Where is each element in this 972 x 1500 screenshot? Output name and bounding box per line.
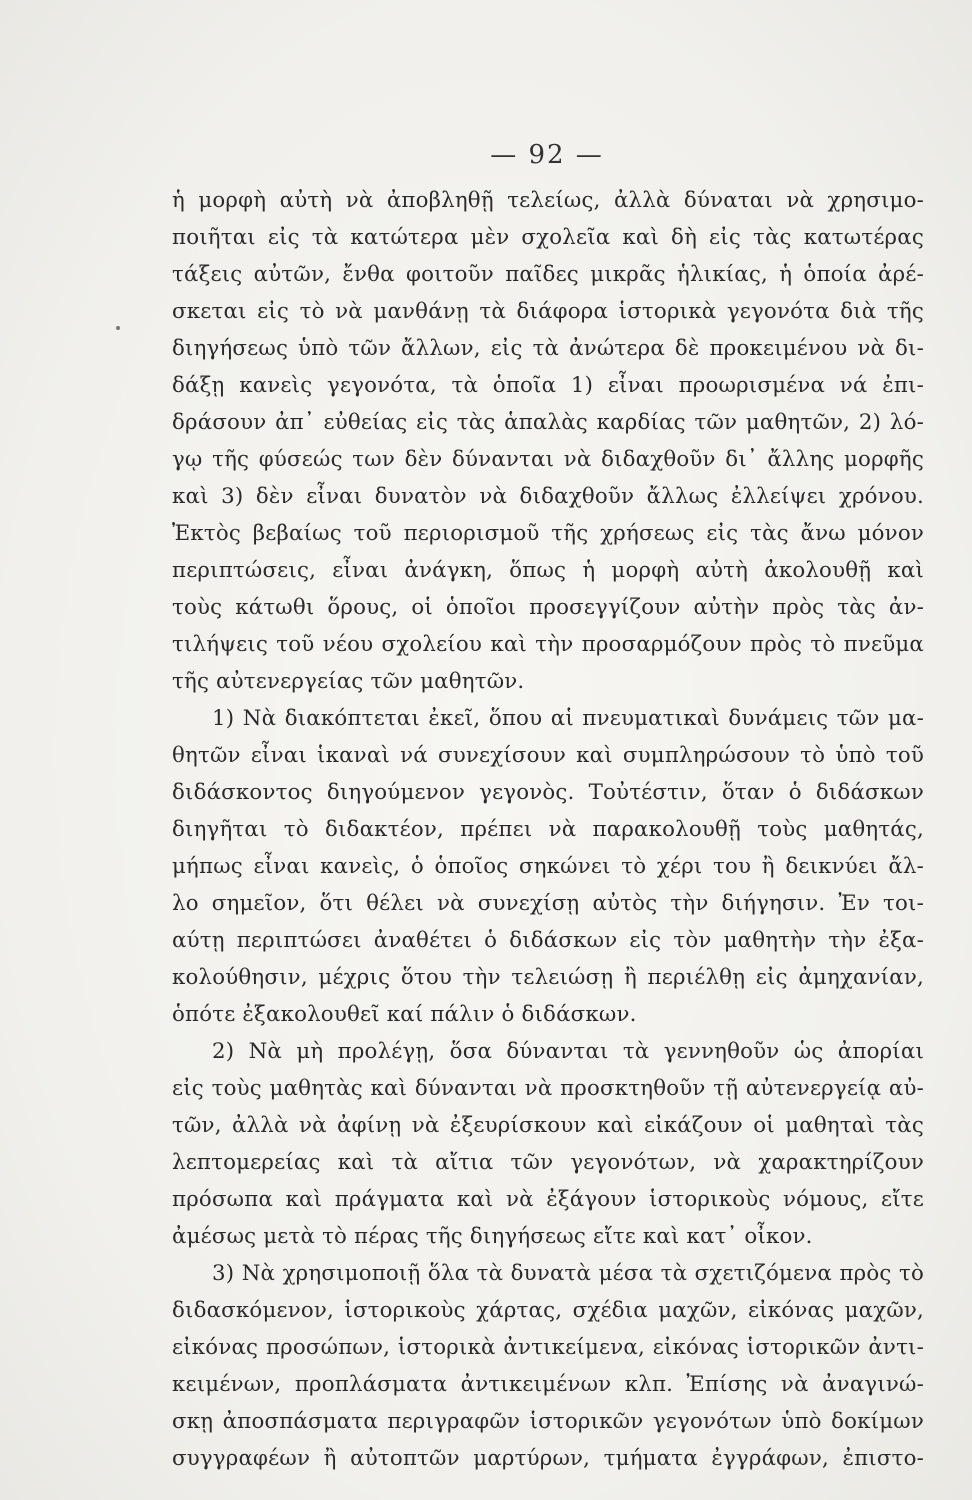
text-line: δάξῃ κανεὶς γεγονότα, τὰ ὁποῖα 1) εἶναι προωρισμένα νά ἐπι- xyxy=(172,373,924,398)
text-line: λο σημεῖον, ὅτι θέλει νὰ συνεχίσῃ αὐτὸς τὴν διήγησιν. Ἐν τοι- xyxy=(172,891,924,916)
text-line: τῆς αὐτενεργείας τῶν μαθητῶν. xyxy=(172,669,525,694)
text-line: διδάσκοντος διηγούμενον γεγονὸς. Τοὐτέστιν, ὅταν ὁ διδάσκων xyxy=(172,780,924,805)
text-line: τῶν, ἀλλὰ νὰ ἀφίνῃ νὰ ἐξευρίσκουν καὶ εἰκάζουν οἱ μαθηταὶ τὰς xyxy=(172,1113,924,1138)
text-line: κειμένων, προπλάσματα ἀντικειμένων κλπ. Ἐπίσης νὰ ἀναγινώ- xyxy=(172,1372,924,1397)
text-line: διηγήσεως ὑπὸ τῶν ἄλλων, εἰς τὰ ἀνώτερα δὲ προκειμένου νὰ δι- xyxy=(172,336,924,361)
text-line: Ἐκτὸς βεβαίως τοῦ περιορισμοῦ τῆς χρήσεως εἰς τὰς ἄνω μόνον xyxy=(172,521,924,546)
text-line: 3) Νὰ χρησιμοποιῇ ὅλα τὰ δυνατὰ μέσα τὰ σχετιζόμενα πρὸς τὸ xyxy=(212,1261,924,1286)
text-line: ὁπότε ἐξακολουθεῖ καί πάλιν ὁ διδάσκων. xyxy=(172,1002,637,1027)
text-line: αύτῃ περιπτώσει ἀναθέτει ὁ διδάσκων εἰς τὸν μαθητὴν τὴν ἐξα- xyxy=(172,928,924,953)
text-line: ἀμέσως μετὰ τὸ πέρας τῆς διηγήσεως εἴτε καὶ κατ᾽ οἶκον. xyxy=(172,1224,813,1249)
text-line: εἰς τοὺς μαθητὰς καὶ δύνανται νὰ προσκτηθοῦν τῇ αὐτενεργείᾳ αὐ- xyxy=(172,1076,924,1101)
text-line: τάξεις αὐτῶν, ἔνθα φοιτοῦν παῖδες μικρᾶς ἡλικίας, ἡ ὁποία ἀρέ- xyxy=(172,262,924,287)
body-text xyxy=(172,182,924,1477)
ink-speck xyxy=(116,326,120,330)
text-line: 2) Νὰ μὴ προλέγῃ, ὅσα δύνανται τὰ γεννηθοῦν ὡς ἀπορίαι xyxy=(212,1039,924,1064)
text-line: κολούθησιν, μέχρις ὅτου τὴν τελειώσῃ ἢ περιέλθῃ εἰς ἀμηχανίαν, xyxy=(172,965,924,990)
text-line: συγγραφέων ἢ αὐτοπτῶν μαρτύρων, τμήματα ἐγγράφων, ἐπιστο- xyxy=(172,1446,924,1471)
text-line: 1) Νὰ διακόπτεται ἐκεῖ, ὅπου αἱ πνευματικαὶ δυνάμεις τῶν μα- xyxy=(212,706,924,731)
text-line: σκῃ ἀποσπάσματα περιγραφῶν ἱστορικῶν γεγονότων ὑπὸ δοκίμων xyxy=(172,1409,924,1434)
text-line: ἡ μορφὴ αὐτὴ νὰ ἀποβληθῇ τελείως, ἀλλὰ δύναται νὰ χρησιμο- xyxy=(172,188,924,213)
text-line: μήπως εἶναι κανεὶς, ὁ ὁποῖος σηκώνει τὸ χέρι του ἢ δεικνύει ἄλ- xyxy=(172,854,924,879)
text-line: περιπτώσεις, εἶναι ἀνάγκη, ὅπως ἡ μορφὴ αὐτὴ ἀκολουθῇ καὶ xyxy=(172,558,924,583)
text-line: πρόσωπα καὶ πράγματα καὶ νὰ ἐξάγουν ἱστορικοὺς νόμους, εἴτε xyxy=(172,1187,924,1212)
text-line: λεπτομερείας καὶ τὰ αἴτια τῶν γεγονότων, νὰ χαρακτηρίζουν xyxy=(172,1150,924,1175)
text-line: ποιῆται εἰς τὰ κατώτερα μὲν σχολεῖα καὶ δὴ εἰς τὰς κατωτέρας xyxy=(172,225,924,250)
text-line: διδασκόμενον, ἱστορικοὺς χάρτας, σχέδια μαχῶν, εἰκόνας μαχῶν, xyxy=(172,1298,924,1323)
text-line: σκεται εἰς τὸ νὰ μανθάνῃ τὰ διάφορα ἱστορικὰ γεγονότα διὰ τῆς xyxy=(172,299,924,324)
page-number: — 92 — xyxy=(490,140,604,170)
text-line: εἰκόνας προσώπων, ἱστορικὰ ἀντικείμενα, εἰκόνας ἱστορικῶν ἀντι- xyxy=(172,1335,924,1360)
text-line: τιλήψεις τοῦ νέου σχολείου καὶ τὴν προσαρμόζουν πρὸς τὸ πνεῦμα xyxy=(172,632,924,657)
text-line: καὶ 3) δὲν εἶναι δυνατὸν νὰ διδαχθοῦν ἄλλως ἐλλείψει χρόνου. xyxy=(172,484,924,509)
text-line: δράσουν ἀπ᾽ εὐθείας εἰς τὰς ἁπαλὰς καρδίας τῶν μαθητῶν, 2) λό- xyxy=(172,410,924,435)
text-line: διηγῆται τὸ διδακτέον, πρέπει νὰ παρακολουθῇ τοὺς μαθητάς, xyxy=(172,817,924,842)
text-line: γῳ τῆς φύσεώς των δὲν δύνανται νὰ διδαχθοῦν δι᾽ ἄλλης μορφῆς xyxy=(172,447,924,472)
text-line: θητῶν εἶναι ἱκαναὶ νά συνεχίσουν καὶ συμπληρώσουν τὸ ὑπὸ τοῦ xyxy=(172,743,924,768)
text-line: τοὺς κάτωθι ὅρους, οἱ ὁποῖοι προσεγγίζουν αὐτὴν πρὸς τὰς ἀν- xyxy=(172,595,924,620)
